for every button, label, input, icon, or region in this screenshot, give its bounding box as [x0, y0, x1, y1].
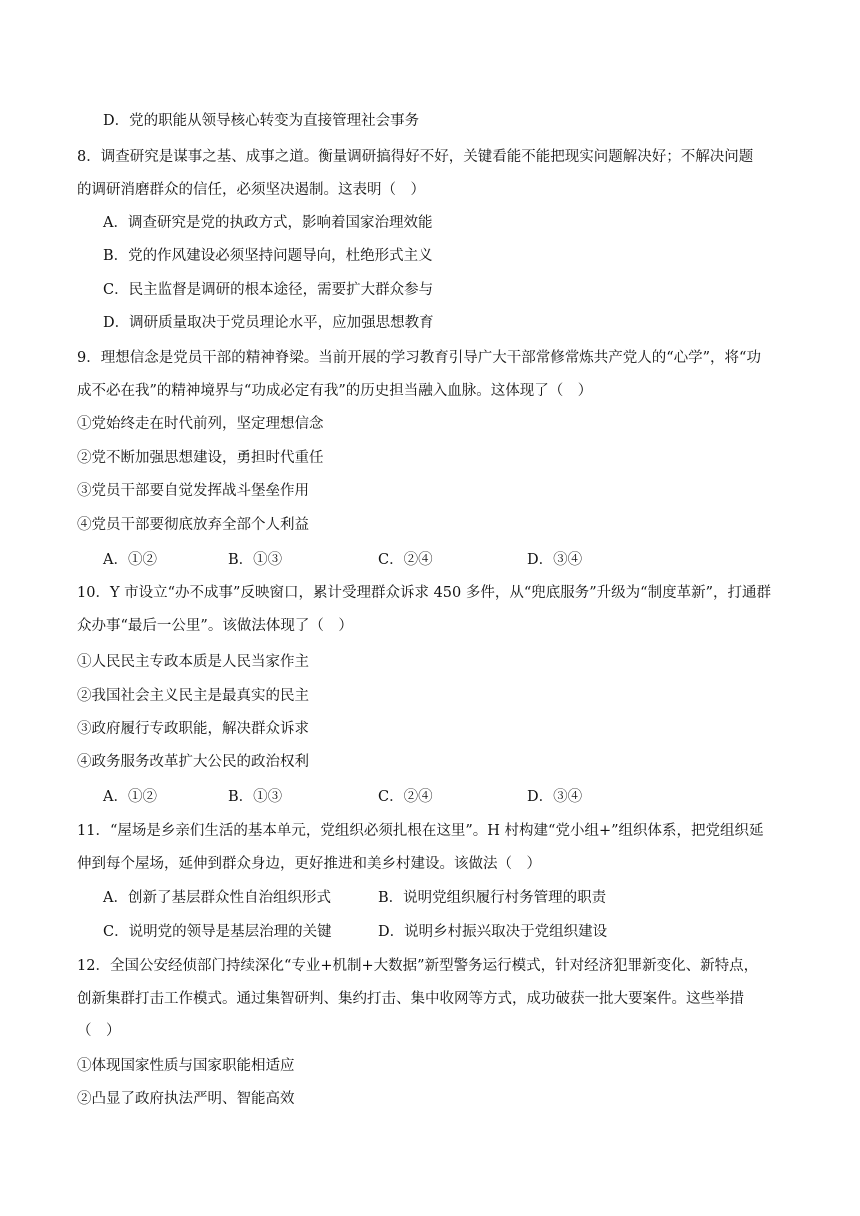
q11-option-b: B．说明党组织履行村务管理的职责 — [378, 890, 607, 906]
q11-stem-line2: 伸到每个屋场，延伸到群众身边，更好推进和美乡村建设。该做法（ ） — [77, 856, 541, 872]
q9-statement-1: ①党始终走在时代前列，坚定理想信念 — [77, 416, 324, 432]
q9-statement-2: ②党不断加强思想建设，勇担时代重任 — [77, 450, 324, 466]
q10-stem-line2: 众办事“最后一公里”。该做法体现了（ ） — [77, 618, 353, 634]
q12-stem-line1: 12．全国公安经侦部门持续深化“专业+机制+大数据”新型警务运行模式，针对经济犯罪新变化、新特点， — [77, 958, 759, 974]
q8-stem-line2: 的调研消磨群众的信任，必须坚决遏制。这表明（ ） — [77, 182, 425, 198]
q8-option-a: A．调查研究是党的执政方式，影响着国家治理效能 — [103, 215, 433, 231]
q12-statement-1: ①体现国家性质与国家职能相适应 — [77, 1058, 295, 1074]
q8-option-d: D．调研质量取决于党员理论水平，应加强思想教育 — [103, 315, 434, 331]
q7-option-d: D．党的职能从领导核心转变为直接管理社会事务 — [103, 113, 420, 129]
q11-option-c: C．说明党的领导是基层治理的关键 — [103, 924, 332, 940]
q10-option-b: B．①③ — [228, 789, 283, 805]
q10-stem-line1: 10．Y 市设立“办不成事”反映窗口，累计受理群众诉求 450 多件，从“兜底服务”升级为“制度革新”，打通群 — [77, 585, 771, 601]
q9-option-d: D．③④ — [527, 552, 583, 568]
q10-statement-3: ③政府履行专政职能，解决群众诉求 — [77, 721, 309, 737]
q8-option-b: B．党的作风建设必须坚持问题导向，杜绝形式主义 — [103, 248, 433, 264]
q10-statement-1: ①人民民主专政本质是人民当家作主 — [77, 654, 309, 670]
q11-option-a: A．创新了基层群众性自治组织形式 — [103, 890, 331, 906]
q9-stem-line1: 9．理想信念是党员干部的精神脊梁。当前开展的学习教育引导广大干部常修常炼共产党人的“心学”，将“功 — [77, 350, 761, 366]
q12-stem-line2: 创新集群打击工作模式。通过集智研判、集约打击、集中收网等方式，成功破获一批大要案件。这些举措 — [77, 991, 744, 1007]
q11-stem-line1: 11．“屋场是乡亲们生活的基本单元，党组织必须扎根在这里”。H 村构建“党小组+”组织体系，把党组织延 — [77, 823, 764, 839]
q9-statement-3: ③党员干部要自觉发挥战斗堡垒作用 — [77, 483, 309, 499]
q9-option-a: A．①② — [103, 552, 157, 568]
q8-stem-line1: 8．调查研究是谋事之基、成事之道。衡量调研搞得好不好，关键看能不能把现实问题解决好；不解决问题 — [77, 149, 754, 165]
q10-option-d: D．③④ — [527, 789, 583, 805]
q10-option-a: A．①② — [103, 789, 157, 805]
q9-option-b: B．①③ — [228, 552, 283, 568]
q10-statement-4: ④政务服务改革扩大公民的政治权利 — [77, 754, 309, 770]
q10-statement-2: ②我国社会主义民主是最真实的民主 — [77, 688, 309, 704]
q11-option-d: D．说明乡村振兴取决于党组织建设 — [378, 924, 608, 940]
q9-stem-line2: 成不必在我”的精神境界与“功成必定有我”的历史担当融入血脉。这体现了（ ） — [77, 383, 593, 399]
q10-option-c: C．②④ — [378, 789, 433, 805]
q12-statement-2: ②凸显了政府执法严明、智能高效 — [77, 1091, 295, 1107]
q8-option-c: C．民主监督是调研的根本途径，需要扩大群众参与 — [103, 282, 434, 298]
q9-option-c: C．②④ — [378, 552, 433, 568]
q12-stem-line3: （ ） — [77, 1023, 121, 1039]
q9-statement-4: ④党员干部要彻底放弃全部个人利益 — [77, 517, 309, 533]
